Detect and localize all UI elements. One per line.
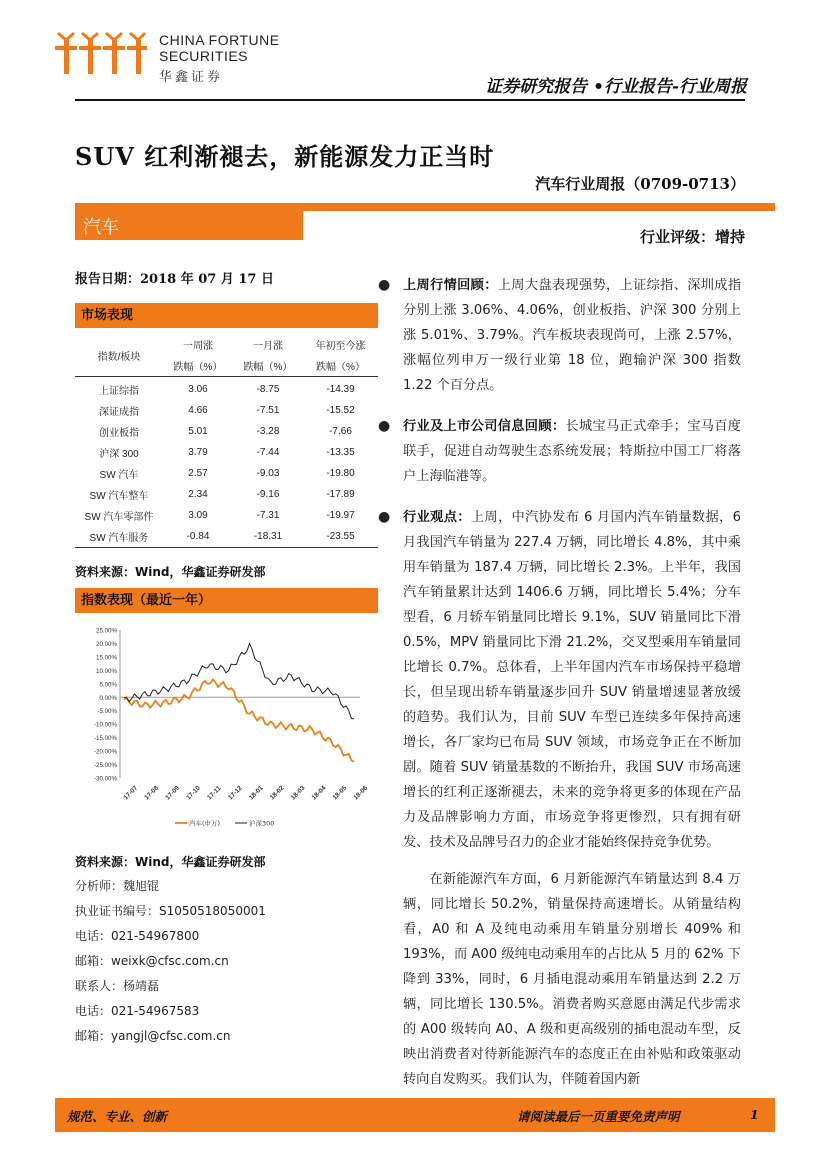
para-industry-view	[378, 505, 741, 855]
table-row: 创业板指 5.01 -3.28 -7.66	[99, 426, 352, 439]
market-source: 资料来源：Wind，华鑫证券研发部	[75, 565, 266, 579]
y-tick-label: 15.00%	[96, 654, 117, 662]
sector-band	[75, 211, 303, 240]
para-new-energy: 在新能源汽车方面，6 月新能源汽车销量达到 8.4 万辆，同比增长 50.2%，销量保持高速增长。从销量结构看，A0 和 A 及纯电动乘用车销量分别增长 409% 和 193%，而 A00 级纯电动乘用车的占比从 5 月的 62% 下降到 33%，同时，6 月插电混动乘用车销量达到 2.2 万辆，同比增长 130.5%。消费者购买意愿由满足代步需求的 A00 级转向 A0、A 级和更高级别的插电混动车型，反映出消费者对待新能源汽车的态度正在由补贴和政策驱动转向自发购买。我们认为，伴随着国内新	[403, 872, 741, 1087]
th-week: 一周涨	[183, 341, 213, 352]
x-tick-label: 17-10	[185, 784, 202, 802]
y-tick-label: 0.00%	[99, 694, 117, 702]
analyst-phone: 电话：021-54967800	[75, 929, 200, 943]
bullet-icon: ●	[378, 509, 391, 525]
page-number: 1	[750, 1107, 759, 1122]
x-tick-label: 18-01	[247, 784, 265, 802]
y-tick-label: -30.00%	[93, 775, 117, 783]
market-section-header: 市场表现	[75, 303, 378, 328]
table-row: SW 汽车整车 2.34 -9.16 -17.89	[89, 489, 355, 502]
y-tick-label: -25.00%	[93, 762, 117, 770]
body-column	[378, 273, 741, 1092]
table-row: 沪深 300 3.79 -7.44 -13.35	[99, 447, 355, 460]
market-table	[75, 334, 378, 548]
legend-label: 沪深300	[249, 819, 275, 828]
footer-disclaimer[interactable]: 请阅读最后一页重要免责声明	[517, 1109, 680, 1124]
contact-phone: 电话：021-54967583	[75, 1004, 200, 1018]
para-market-review	[378, 273, 741, 398]
footer-band	[55, 1098, 775, 1132]
y-tick-label: 20.00%	[96, 640, 117, 648]
para-text: 上周，中汽协发布 6 月国内汽车销量数据，6 月我国汽车销量为 227.4 万辆，同比增长 4.8%，其中乘用车销量为 187.4 万辆，同比增长 2.3%。上半年，我国汽车销量累计达到 1406.6 万辆，同比增长 5.4%；分车型看，6 月轿车销量同比增长 9.1%，SUV 销量同比下滑 0.5%，MPV 销量同比下滑 21.2%，交叉型乘用车销量同比增长 0.7%。总体看，上半年国内汽车市场保持平稳增长，但呈现出轿车销量逐步回升 SUV 销量增速显著放缓的趋势。我们认为，目前 SUV 车型已连续多年保持高速增长，各厂家均已布局 SUV 领域，市场竞争正在不断加剧。随着 SUV 销量基数的不断抬升，我国 SUV 市场高速增长的红利正逐渐褪去，未来的竞争将更多的体现在产品力及品牌影响力方面，市场竞争将更惨烈，只有拥有研发、技术及品牌号召力的企业才能始终保持竞争优势。	[403, 510, 741, 850]
y-tick-label: 5.00%	[99, 681, 117, 689]
th-pct: 跌幅（%）	[243, 362, 293, 373]
x-tick-label: 17-12	[227, 784, 244, 802]
analyst-contact	[75, 874, 266, 1049]
x-tick-label: 17-07	[122, 784, 140, 802]
index-chart	[75, 620, 375, 835]
contact-email[interactable]: 邮箱：yangjl@cfsc.com.cn	[75, 1029, 231, 1043]
page-title: SUV 红利渐褪去，新能源发力正当时	[75, 142, 495, 171]
footer-motto: 规范、专业、创新	[67, 1109, 168, 1124]
table-row: 上证综指 3.06 -8.75 -14.39	[99, 384, 355, 397]
contact-name: 联系人：杨靖磊	[75, 979, 160, 993]
sector-label: 汽车	[83, 217, 119, 238]
logo-en-line2: SECURITIES	[159, 48, 249, 64]
table-row: SW 汽车零部件 3.09 -7.31 -19.97	[84, 510, 355, 523]
chart-source: 资料来源：Wind，华鑫证券研发部	[75, 855, 266, 869]
y-tick-label: -15.00%	[93, 735, 117, 743]
analyst-license: 执业证书编号：S1050518050001	[75, 904, 266, 918]
chart-section-header: 指数表现（最近一年）	[75, 588, 378, 613]
report-date: 报告日期：2018 年 07 月 17 日	[75, 272, 274, 287]
page-subtitle: 汽车行业周报（0709-0713）	[535, 175, 745, 193]
bullet-icon: ●	[378, 418, 391, 434]
y-tick-label: 25.00%	[96, 627, 117, 635]
y-tick-label: 10.00%	[96, 667, 117, 675]
para-label: 行业观点：	[403, 510, 471, 525]
analyst-name: 分析师：魏旭锟	[75, 879, 160, 893]
logo-cn: 华鑫证券	[159, 70, 224, 85]
th-month: 一月涨	[253, 341, 283, 352]
report-type: 证券研究报告 •行业报告-行业周报	[485, 77, 747, 97]
para-industry-news	[378, 414, 741, 489]
para-label: 行业及上市公司信息回顾：	[403, 419, 566, 434]
th-index: 指数/板块	[97, 351, 141, 363]
orange-rule	[75, 203, 775, 211]
x-tick-label: 18-04	[310, 784, 328, 802]
logo-mark-icon	[55, 28, 147, 76]
x-tick-label: 18-06	[352, 784, 370, 802]
logo-en-line1: CHINA FORTUNE	[159, 32, 280, 48]
th-ytd: 年初至今涨	[315, 341, 366, 352]
x-tick-label: 18-02	[268, 784, 286, 802]
bullet-icon: ●	[378, 277, 391, 293]
para-label: 上周行情回顾：	[403, 278, 498, 293]
series-line-0	[124, 679, 354, 762]
analyst-email[interactable]: 邮箱：weixk@cfsc.com.cn	[75, 954, 229, 968]
th-pct: 跌幅（%）	[316, 362, 365, 373]
header-rule	[75, 99, 745, 101]
th-pct: 跌幅（%）	[173, 362, 223, 373]
y-tick-label: -10.00%	[93, 721, 117, 729]
y-tick-label: -5.00%	[97, 708, 117, 716]
legend-label: 汽车(申万)	[189, 819, 221, 828]
x-tick-label: 18-05	[331, 784, 349, 802]
x-tick-label: 17-08	[143, 784, 161, 802]
x-tick-label: 17-11	[206, 784, 223, 802]
table-row: SW 汽车 2.57 -9.03 -19.80	[99, 468, 355, 481]
table-row: 深证成指 4.66 -7.51 -15.52	[99, 405, 355, 418]
table-row: SW 汽车服务 -0.84 -18.31 -23.55	[75, 526, 378, 548]
index-line-chart	[75, 620, 375, 835]
industry-rating: 行业评级：增持	[639, 228, 745, 246]
x-tick-label: 17-09	[164, 784, 181, 802]
x-tick-label: 18-03	[289, 784, 307, 802]
para-text: 上周大盘表现强势，上证综指、深圳成指分别上涨 3.06%、4.06%，创业板指、沪深 300 分别上涨 5.01%、3.79%。汽车板块表现尚可，上涨 2.57%，涨幅位列申万一级行业第 18 位，跑输沪深 300 指数 1.22 个百分点。	[403, 278, 742, 393]
company-logo	[55, 28, 285, 85]
y-tick-label: -20.00%	[93, 748, 117, 756]
series-line-1	[124, 644, 354, 719]
para-text: 长城宝马正式牵手；宝马百度联手，促进自动驾驶生态系统发展；特斯拉中国工厂将落户上海临港等。	[403, 419, 741, 484]
